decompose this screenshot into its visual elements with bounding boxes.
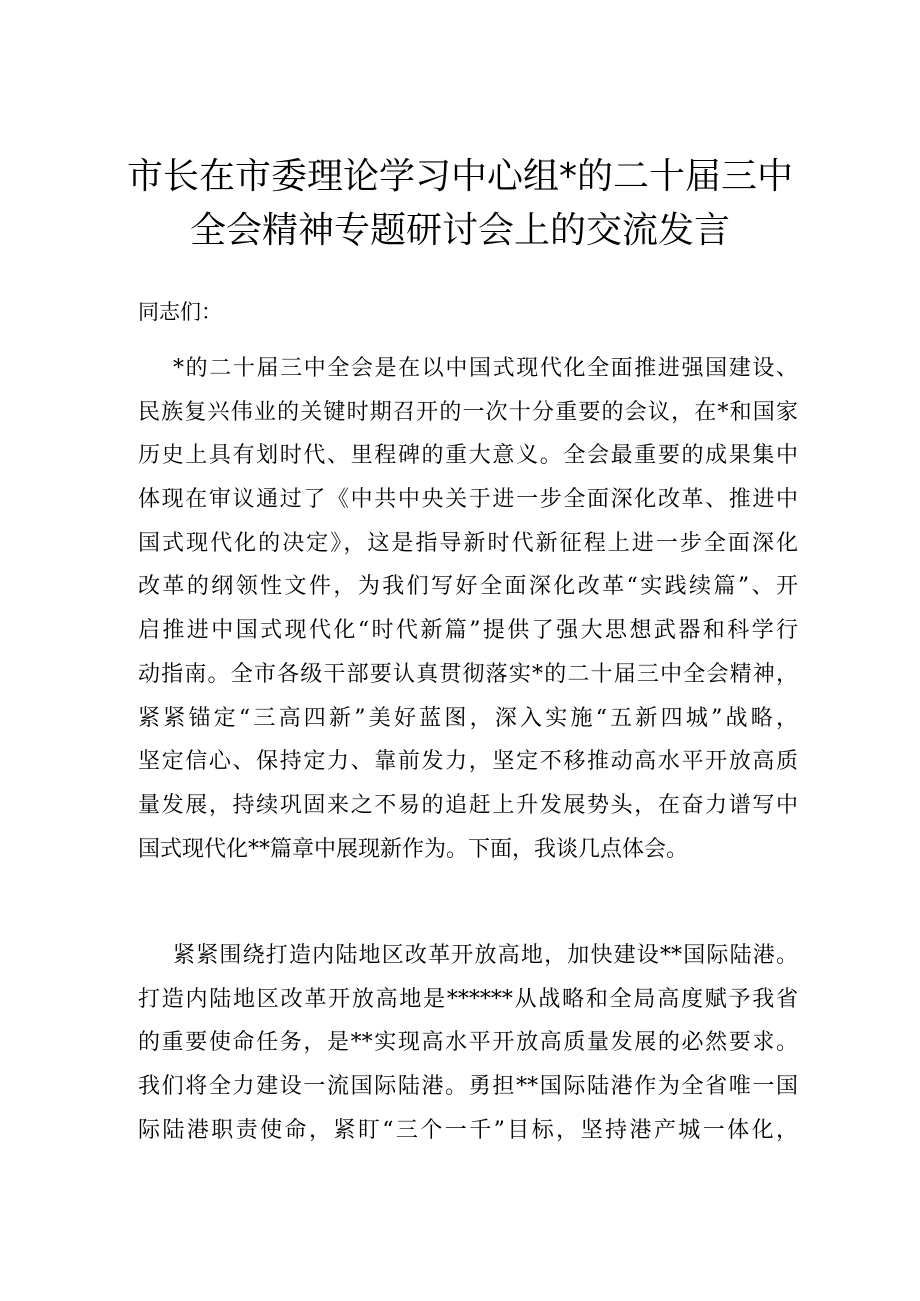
text-line: 紧紧围绕打造内陆地区改革开放高地，加快建设**国际陆港。 bbox=[173, 943, 798, 968]
text-line: 启推进中国式现代化“时代新篇”提供了强大思想武器和科学行 bbox=[138, 618, 798, 644]
title-line: 全会精神专题研讨会上的交流发言 bbox=[189, 210, 730, 251]
text-line: 坚定信心、保持定力、靠前发力，坚定不移推动高水平开放高质 bbox=[138, 749, 798, 775]
text-line: 量发展，持续巩固来之不易的追赶上升发展势头，在奋力谱写中 bbox=[138, 792, 798, 818]
text-line: 的重要使命任务，是**实现高水平开放高质量发展的必然要求。 bbox=[138, 1030, 798, 1056]
text-line: 历史上具有划时代、里程碑的重大意义。全会最重要的成果集中 bbox=[138, 443, 798, 469]
text-line: 国式现代化的决定》，这是指导新时代新征程上进一步全面深化 bbox=[138, 530, 798, 556]
title-line: 市长在市委理论学习中心组*的二十届三中 bbox=[126, 156, 793, 197]
text-line: 打造内陆地区改革开放高地是******从战略和全局高度赋予我省 bbox=[138, 986, 798, 1012]
text-line: 紧紧锚定“三高四新”美好蓝图，深入实施“五新四城”战略， bbox=[138, 705, 798, 731]
text-line: 我们将全力建设一流国际陆港。勇担**国际陆港作为全省唯一国 bbox=[138, 1074, 798, 1100]
text-line: 体现在审议通过了《中共中央关于进一步全面深化改革、推进中 bbox=[138, 487, 798, 513]
document-title bbox=[100, 150, 820, 258]
paragraph-section-one bbox=[138, 934, 798, 1152]
text-line: 际陆港职责使命，紧盯“三个一千”目标，坚持港产城一体化， bbox=[138, 1117, 798, 1143]
text-line: 动指南。全市各级干部要认真贯彻落实*的二十届三中全会精神， bbox=[138, 661, 798, 687]
text-line: 改革的纲领性文件，为我们写好全面深化改革“实践续篇”、开 bbox=[138, 574, 798, 600]
text-line: 国式现代化**篇章中展现新作为。下面，我谈几点体会。 bbox=[138, 836, 689, 862]
text-line: *的二十届三中全会是在以中国式现代化全面推进强国建设、 bbox=[173, 356, 798, 381]
text-line: 民族复兴伟业的关键时期召开的一次十分重要的会议，在*和国家 bbox=[138, 399, 798, 425]
salutation: 同志们： bbox=[138, 300, 222, 324]
paragraph-intro bbox=[138, 347, 798, 871]
